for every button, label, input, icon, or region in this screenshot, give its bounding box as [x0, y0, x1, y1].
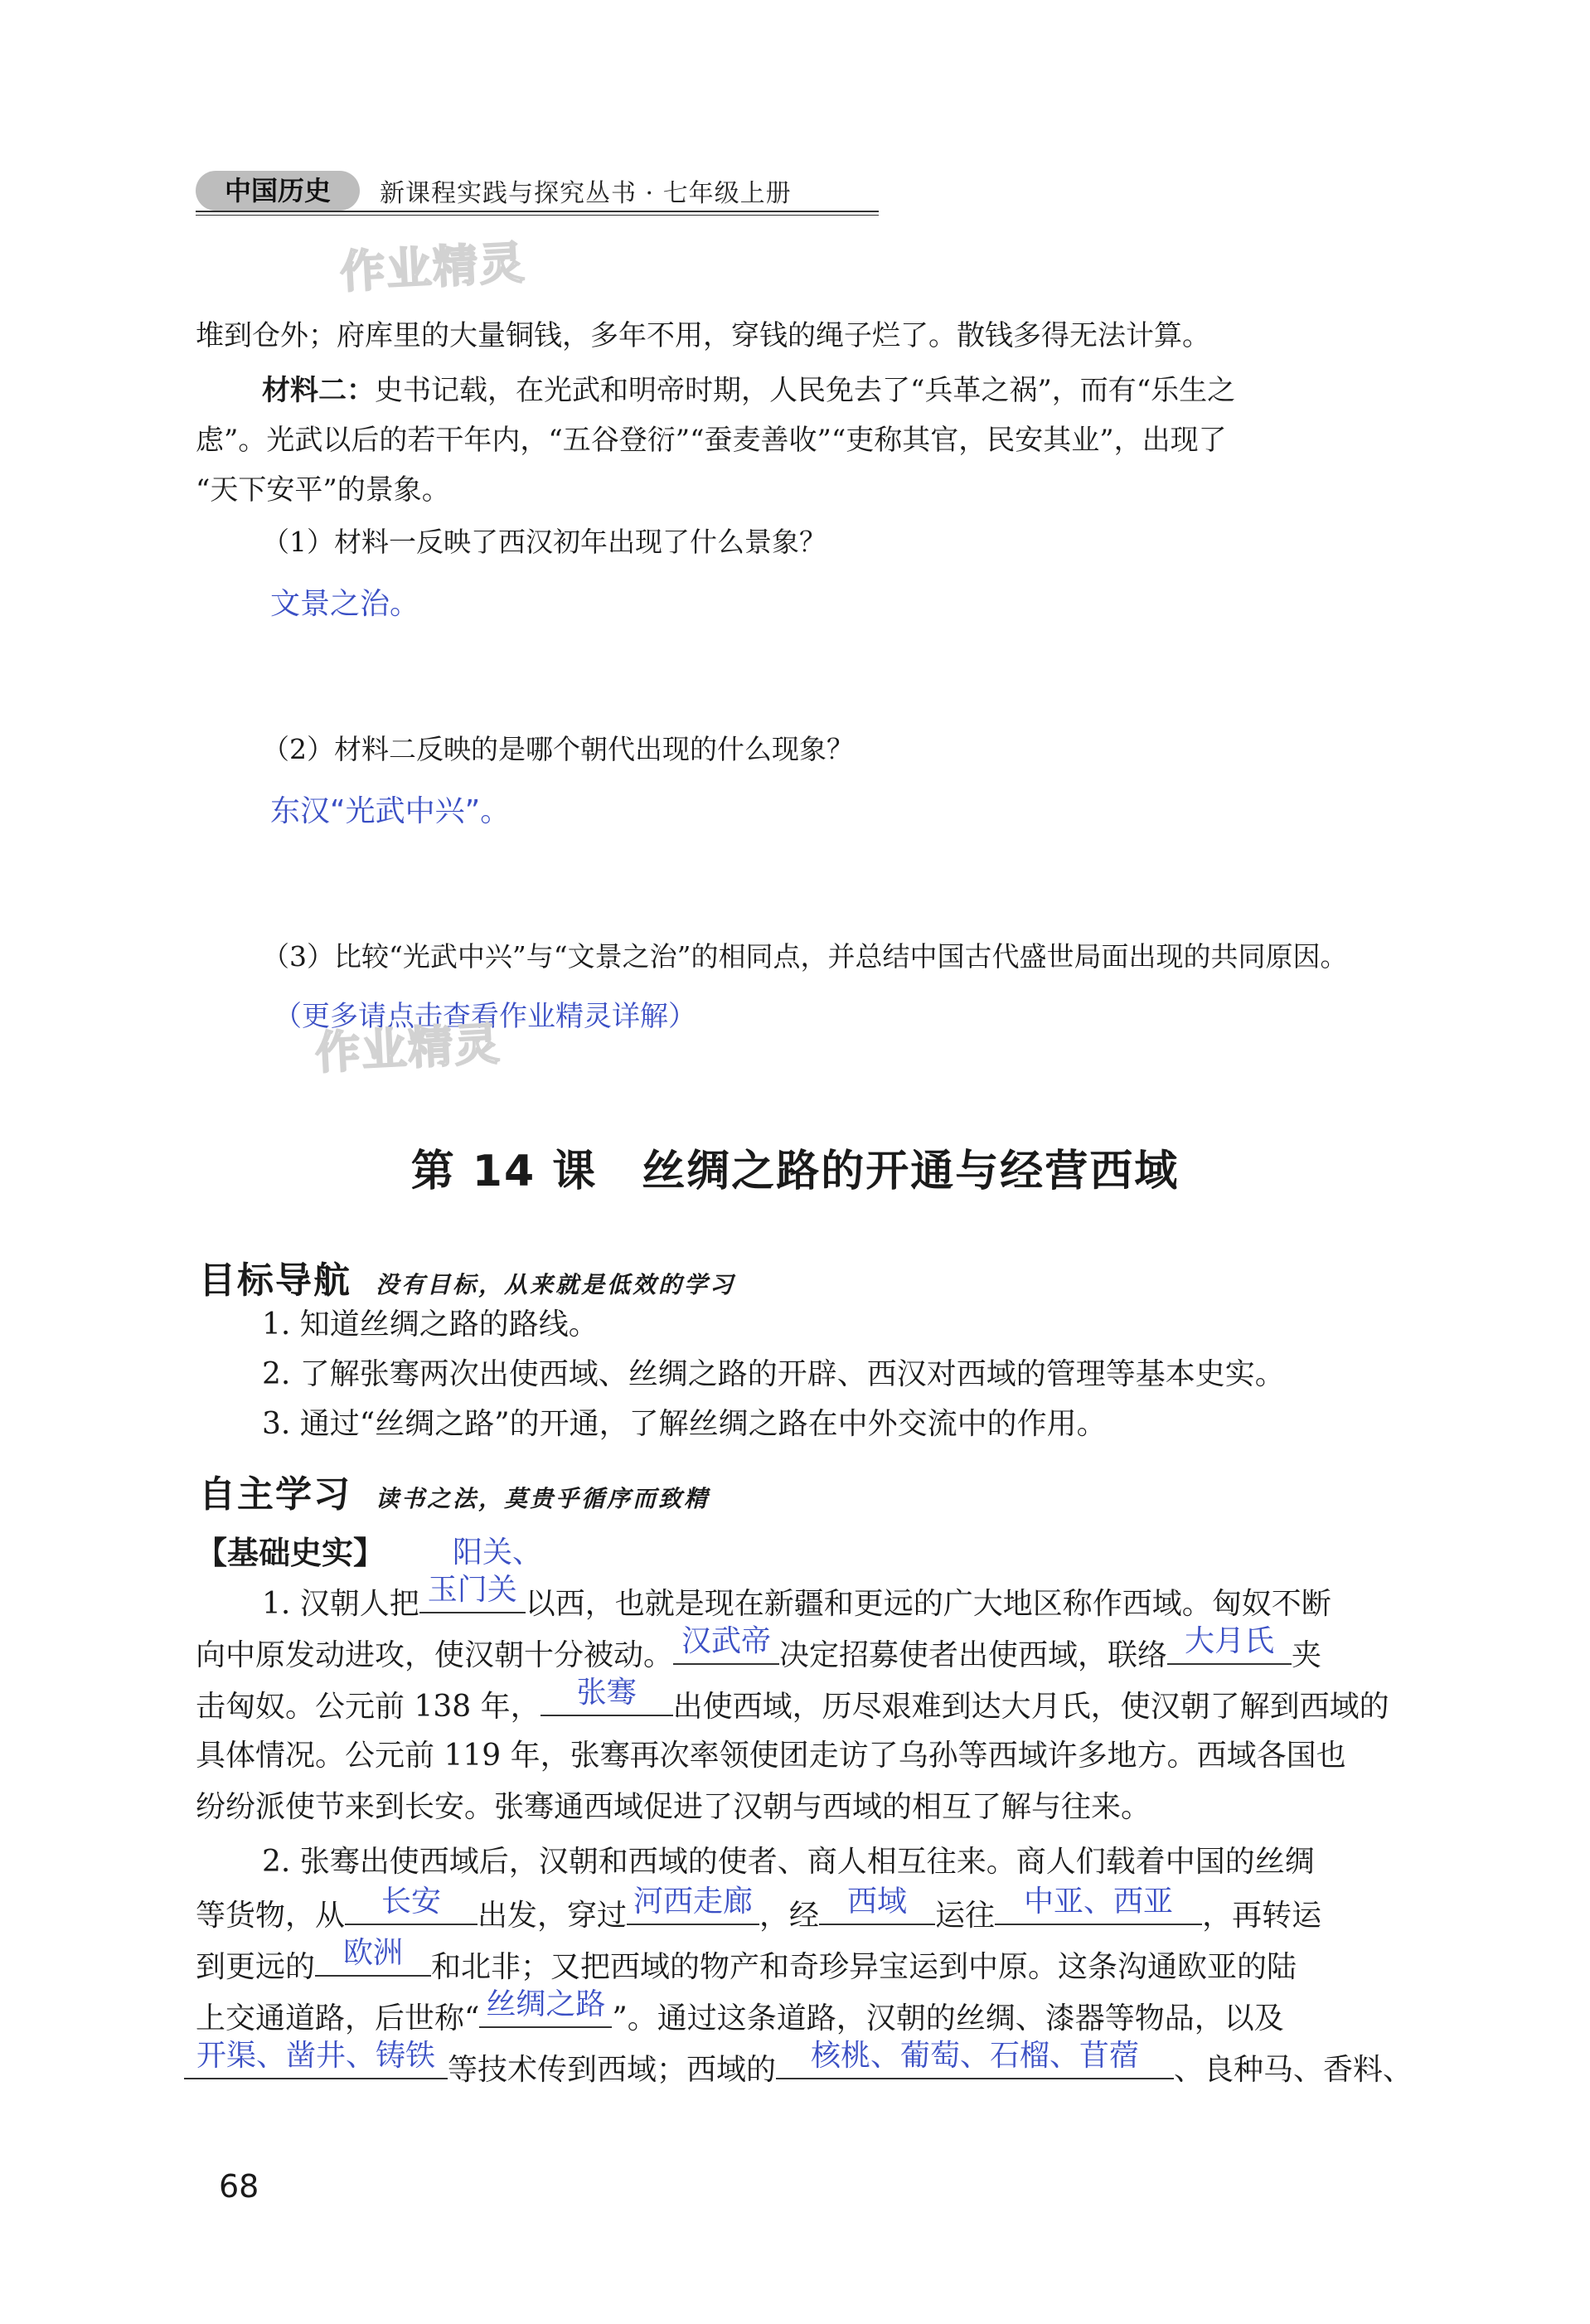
- blank-3: 大月氏: [1167, 1633, 1292, 1665]
- blank-5: 长安: [345, 1894, 477, 1925]
- material-two-label: 材料二：: [262, 374, 375, 407]
- header-rule: [196, 211, 879, 212]
- p2-line2: 等货物，从 长安 出发，穿过 河西走廊 ，经 西域 运往 中亚、西亚 ，再转运: [196, 1885, 1322, 1933]
- basic-facts-label: 【基础史实】: [196, 1535, 385, 1571]
- material-two: [262, 371, 1235, 410]
- answer-1: 文景之治。: [270, 587, 420, 621]
- page-number: 68: [219, 2168, 259, 2205]
- blank-1: 玉门关: [419, 1582, 526, 1613]
- material-two-text: 史书记载，在光武和明帝时期，人民免去了“兵革之祸”，而有“乐生之: [375, 374, 1236, 407]
- answer-2: 东汉“光武中兴”。: [270, 794, 511, 828]
- p2-line3: 到更远的 欧洲 和北非；又把西域的物产和奇珍异宝运到中原。这条沟通欧亚的陆: [196, 1936, 1297, 1984]
- blank-10: 丝绸之路: [479, 1997, 612, 2028]
- handwritten-note: 阳关、: [453, 1536, 543, 1570]
- series-subtitle: 新课程实践与探究丛书 · 七年级上册: [380, 179, 792, 208]
- self-study-heading-row: [199, 1464, 710, 1517]
- self-study-subheading: 读书之法，莫贵乎循序而致精: [376, 1485, 710, 1512]
- self-study-heading: 自主学习: [199, 1473, 351, 1516]
- question-1: （1）材料一反映了西汉初年出现了什么景象？: [262, 526, 827, 558]
- blank-7: 西域: [819, 1894, 935, 1925]
- goals-subheading: 没有目标，从来就是低效的学习: [376, 1271, 736, 1298]
- header-rule-thin: [196, 215, 879, 216]
- watermark: 作业精灵: [313, 1017, 502, 1080]
- question-3: （3）比较“光武中兴”与“文景之治”的相同点，并总结中国古代盛世局面出现的共同原因。: [262, 940, 1348, 973]
- material-line: “天下安平”的景象。: [196, 473, 450, 507]
- goals-heading: 目标导航: [199, 1259, 351, 1302]
- goal-item: 2. 了解张骞两次出使西域、丝绸之路的开辟、西汉对西域的管理等基本史实。: [262, 1357, 1285, 1391]
- goal-item: 1. 知道丝绸之路的路线。: [262, 1308, 599, 1342]
- question-2: （2）材料二反映的是哪个朝代出现的什么现象？: [262, 733, 854, 765]
- p2-line1: 2. 张骞出使西域后，汉朝和西域的使者、商人相互往来。商人们载着中国的丝绸: [262, 1845, 1315, 1879]
- blank-12: 核桃、葡萄、石榴、苜蓿: [776, 2048, 1174, 2079]
- more-details-link[interactable]: （更多请点击查看作业精灵详解）: [274, 1000, 696, 1033]
- material-line: 堆到仓外；府库里的大量铜钱，多年不用，穿钱的绳子烂了。散钱多得无法计算。: [196, 319, 1210, 352]
- watermark: 作业精灵: [338, 236, 527, 298]
- p2-line4: 上交通道路，后世称“ 丝绸之路 ”。通过这条道路，汉朝的丝绸、漆器等物品，以及: [196, 1987, 1284, 2035]
- blank-6: 河西走廊: [627, 1894, 759, 1925]
- p1-line1: 1. 汉朝人把 玉门关 以西，也就是现在新疆和更远的广大地区称作西域。匈奴不断: [262, 1573, 1331, 1621]
- goals-heading-row: [199, 1250, 735, 1303]
- subject-tag: 中国历史: [196, 171, 360, 211]
- material-line: 虑”。光武以后的若干年内，“五谷登衍”“蚕麦善收”“吏称其官，民安其业”，出现了: [196, 424, 1227, 457]
- lesson-title: 第 14 课 丝绸之路的开通与经营西域: [410, 1147, 1180, 1196]
- goal-item: 3. 通过“丝绸之路”的开通，了解丝绸之路在中外交流中的作用。: [262, 1407, 1107, 1441]
- blank-2: 汉武帝: [673, 1633, 779, 1665]
- p1-line4: 具体情况。公元前 119 年，张骞再次率领使团走访了乌孙等西域许多地方。西域各国也: [196, 1739, 1346, 1773]
- p1-line5: 纷纷派使节来到长安。张骞通西域促进了汉朝与西域的相互了解与往来。: [196, 1790, 1151, 1824]
- p2-line5: 开渠、凿井、铸铁 等技术传到西域；西域的 核桃、葡萄、石榴、苜蓿 、良种马、香料、: [184, 2048, 1413, 2090]
- blank-9: 欧洲: [315, 1945, 431, 1977]
- p1-line3: 击匈奴。公元前 138 年， 张骞 出使西域，历尽艰难到达大月氏，使汉朝了解到西域的: [196, 1676, 1389, 1724]
- p1-line2: 向中原发动进攻，使汉朝十分被动。 汉武帝 决定招募使者出使西域，联络 大月氏 夹: [196, 1624, 1322, 1672]
- blank-8: 中亚、西亚: [995, 1894, 1202, 1925]
- blank-4: 张骞: [541, 1685, 673, 1716]
- blank-11: 开渠、凿井、铸铁: [184, 2048, 448, 2079]
